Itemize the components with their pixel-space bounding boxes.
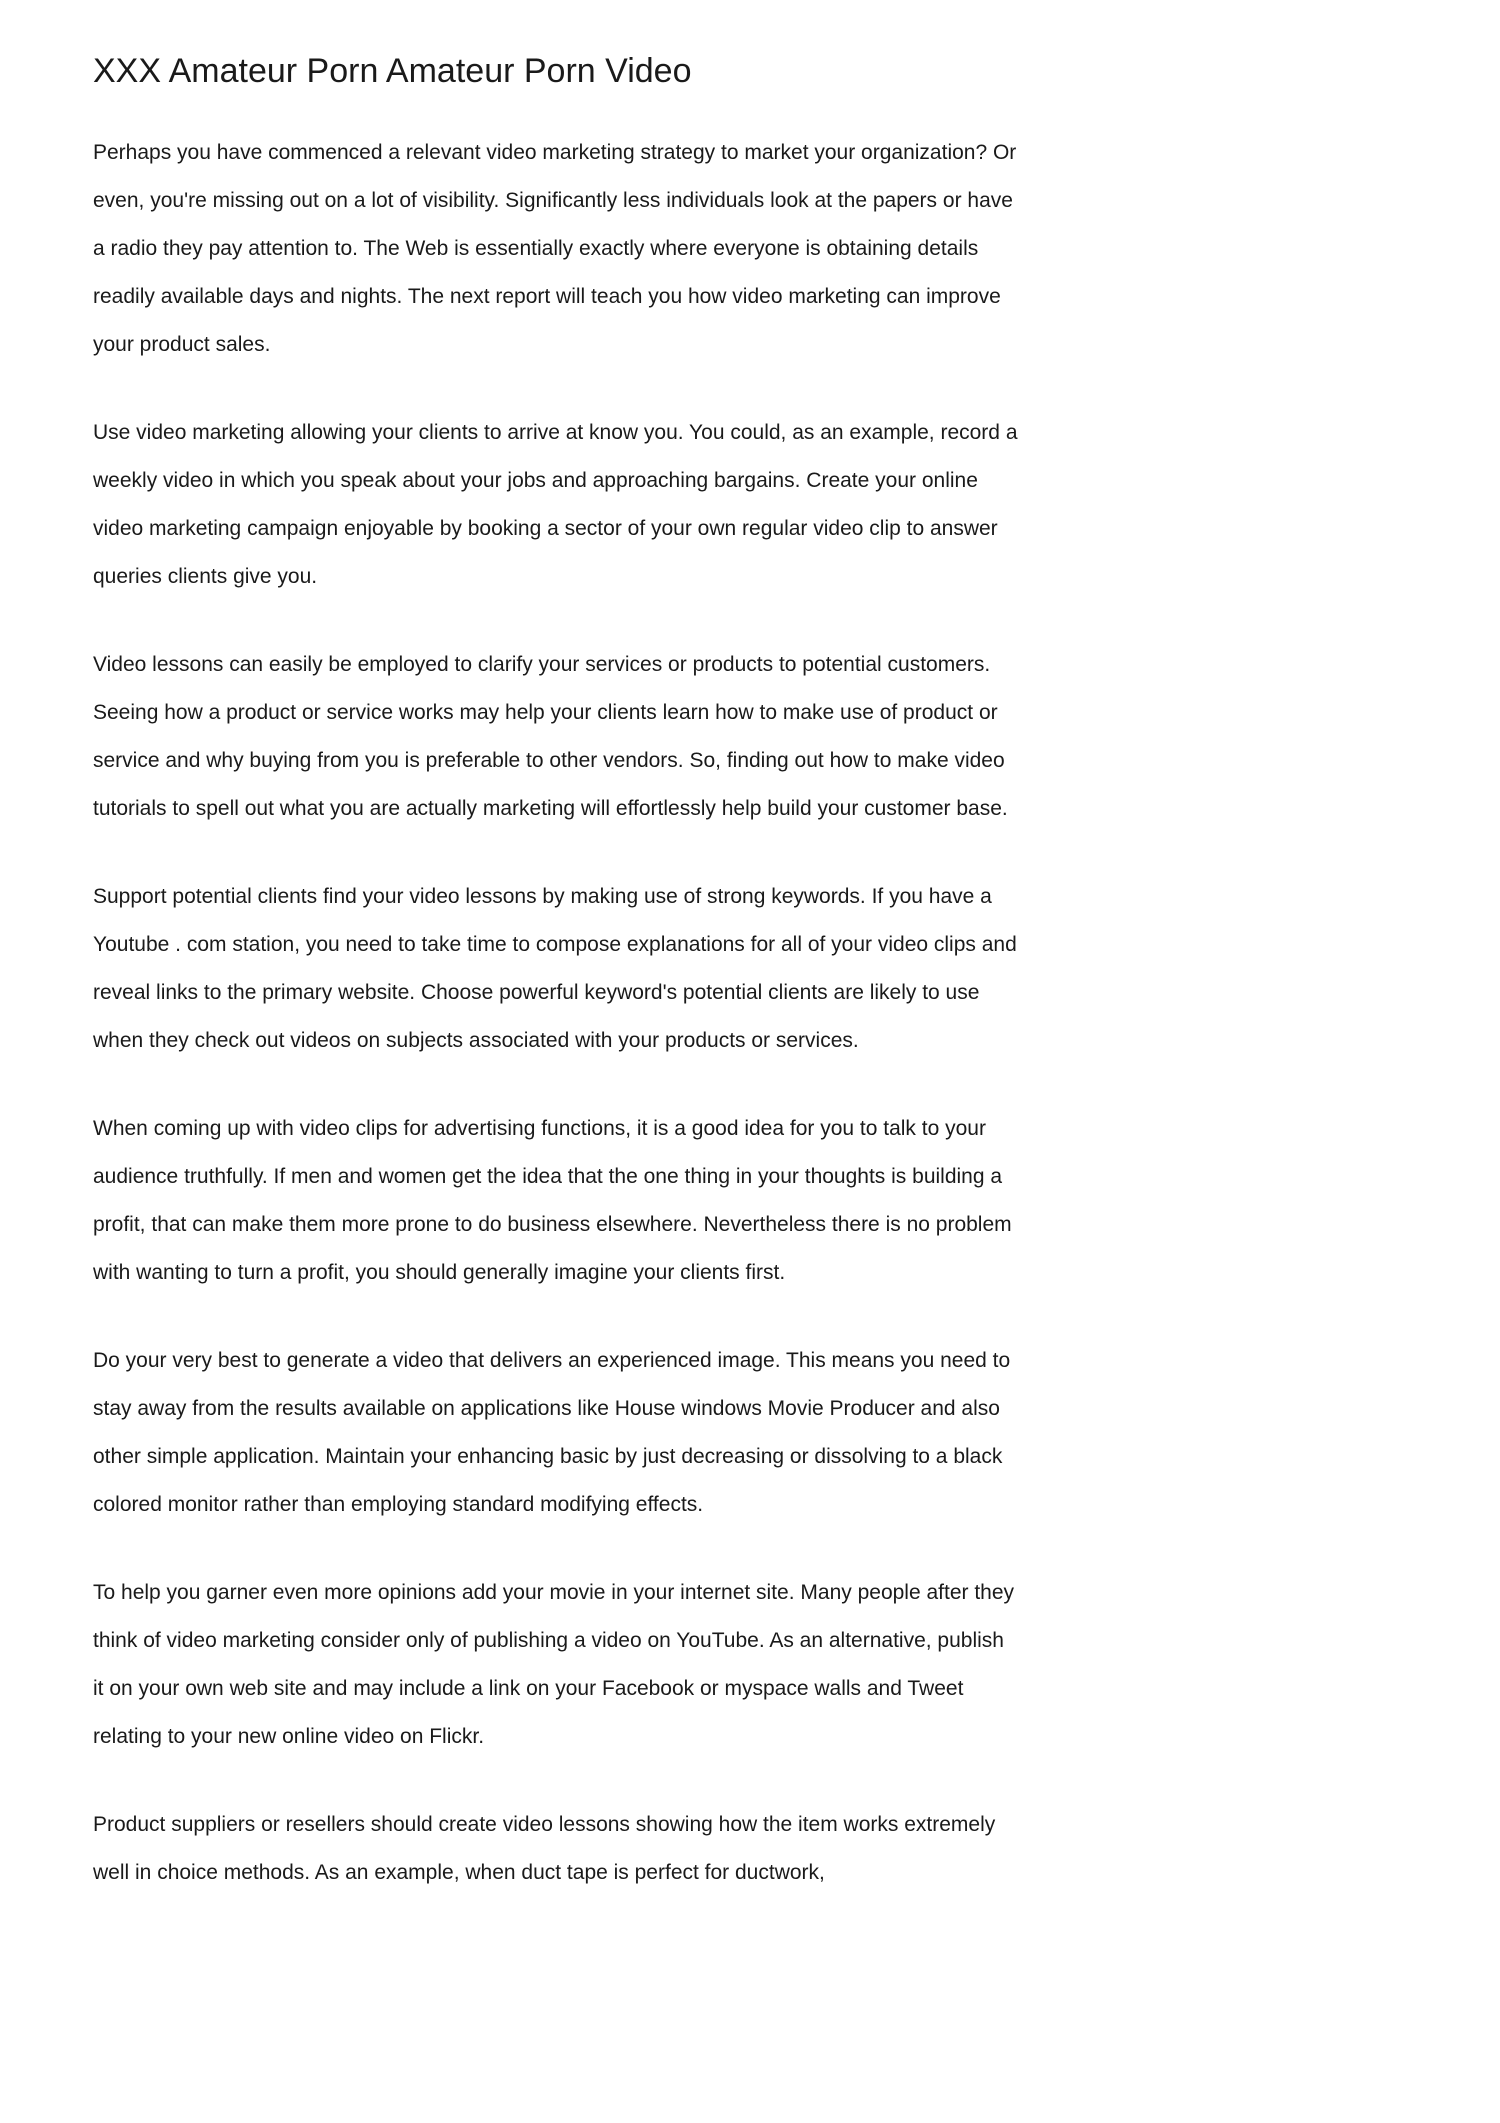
paragraph-product-demos: Product suppliers or resellers should create video lessons showing how the item works extremely well in choice methods. As an example, when duct tape is perfect for ductwork, (93, 1812, 996, 1884)
paragraph-truthful-advertising: When coming up with video clips for advertising functions, it is a good idea for you to talk to your audience truthfully. If men and women get the idea that the one thing in your thoughts is building a profit, that can make them more prone to do business elsewhere. Nevertheless there is no problem with wanting to turn a profit, you should generally imagine your clients first. (93, 1116, 1012, 1284)
paragraph-professional-image: Do your very best to generate a video that delivers an experienced image. This means you need to stay away from the results available on applications like House windows Movie Producer and also other simple application. Maintain your enhancing basic by just decreasing or dissolving to a black colored monitor rather than employing standard modifying effects. (93, 1348, 1011, 1516)
paragraph-intro: Perhaps you have commenced a relevant video marketing strategy to market your organization? Or even, you're missing out on a lot of visibility. Significantly less individuals look at the papers or have a radio they pay attention to. The Web is essentially exactly where everyone is obtaining details readily available days and nights. The next report will teach you how video marketing can improve your product sales. (93, 140, 1017, 356)
paragraph-own-site: To help you garner even more opinions add your movie in your internet site. Many people after they think of video marketing consider only of publishing a video on YouTube. As an alternative, publish it on your own web site and may include a link on your Facebook or myspace walls and Tweet relating to your new online video on Flickr. (93, 1580, 1015, 1748)
paragraph-get-to-know: Use video marketing allowing your clients to arrive at know you. You could, as an example, record a weekly video in which you speak about your jobs and approaching bargains. Create your online video marketing campaign enjoyable by booking a sector of your own regular video clip to answer queries clients give you. (93, 420, 1018, 588)
paragraph-keywords: Support potential clients find your video lessons by making use of strong keywords. If you have a Youtube . com station, you need to take time to compose explanations for all of your video clips and reveal links to the primary website. Choose powerful keyword's potential clients are likely to use when they check out videos on subjects associated with your products or services. (93, 884, 1017, 1052)
paragraph-video-lessons: Video lessons can easily be employed to clarify your services or products to potential customers. Seeing how a product or service works may help your clients learn how to make use of product or service and why buying from you is preferable to other vendors. So, finding out how to make video tutorials to spell out what you are actually marketing will effortlessly help build your customer base. (93, 652, 1008, 820)
page-title: XXX Amateur Porn Amateur Porn Video (93, 52, 692, 90)
